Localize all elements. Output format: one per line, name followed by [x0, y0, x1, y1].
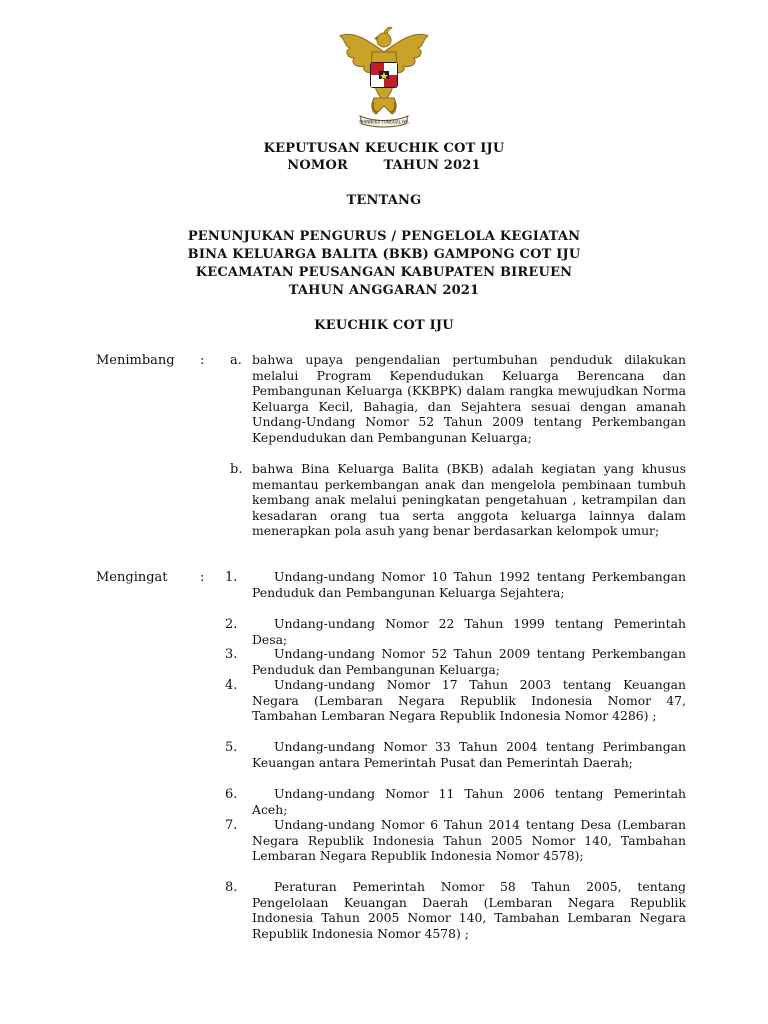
mengingat-item-4: Undang-undang Nomor 17 Tahun 2003 tentang Keuangan Negara (Lembaran Negara Republik Indonesia Nomor 47, Tambahan Lembaran Negara Republik Indonesia Nomor 4286) ; — [252, 677, 686, 724]
subject-line-4: TAHUN ANGGARAN 2021 — [288, 283, 480, 298]
subject-line-3: KECAMATAN PEUSANGAN KABUPATEN BIREUEN — [195, 265, 573, 280]
mengingat-item-7: Undang-undang Nomor 6 Tahun 2014 tentang Desa (Lembaran Negara Republik Indonesia Tahun 2005 Nomor 140, Tambahan Lembaran Negara Republik Indonesia Nomor 4578); — [252, 817, 686, 864]
subject-line-1: PENUNJUKAN PENGURUS / PENGELOLA KEGIATAN — [187, 229, 581, 244]
mengingat-item-2: Undang-undang Nomor 22 Tahun 1999 tentang Pemerintah Desa; — [252, 616, 686, 647]
menimbang-marker-a: a. — [230, 353, 242, 368]
mengingat-marker-1: 1. — [225, 570, 238, 585]
mengingat-item-8: Peraturan Pemerintah Nomor 58 Tahun 2005, tentang Pengelolaan Keuangan Daerah (Lembaran Negara Republik Indonesia Tahun 2005 Nomor 140, Tambahan Lembaran Negara Republik Indonesia Nomor 4578) ; — [252, 879, 686, 941]
menimbang-marker-b: b. — [230, 462, 243, 477]
authority-heading: KEUCHIK COT IJU — [314, 318, 454, 333]
mengingat-marker-2: 2. — [225, 617, 238, 632]
mengingat-item-5: Undang-undang Nomor 33 Tahun 2004 tentang Perimbangan Keuangan antara Pemerintah Pusat dan Pemerintah Daerah; — [252, 739, 686, 770]
garuda-pancasila-emblem — [334, 22, 434, 128]
mengingat-marker-5: 5. — [225, 740, 238, 755]
decree-title: KEPUTUSAN KEUCHIK COT IJU — [263, 141, 505, 156]
mengingat-marker-6: 6. — [225, 787, 238, 802]
tahun-label: TAHUN 2021 — [383, 158, 481, 173]
menimbang-colon: : — [200, 353, 205, 368]
tentang-heading: TENTANG — [346, 193, 422, 208]
mengingat-marker-7: 7. — [225, 818, 238, 833]
menimbang-item-a: bahwa upaya pengendalian pertumbuhan penduduk dilakukan melalui Program Kependudukan Keluarga Berencana dan Pembangunan Keluarga (KKBPK) dalam rangka mewujudkan Norma Keluarga Kecil, Bahagia, dan Sejahtera sesuai dengan amanah Undang-Undang Nomor 52 Tahun 2009 tentang Perkembangan Kependudukan dan Pembangunan Keluarga; — [252, 352, 686, 445]
decree-number-line — [0, 158, 768, 173]
mengingat-item-6: Undang-undang Nomor 11 Tahun 2006 tentang Pemerintah Aceh; — [252, 786, 686, 817]
emblem-motto-text: BHINNEKA TUNGGAL IKA — [359, 119, 409, 125]
mengingat-colon: : — [200, 570, 205, 585]
subject-line-2: BINA KELUARGA BALITA (BKB) GAMPONG COT IJU — [187, 247, 581, 262]
menimbang-label: Menimbang — [96, 353, 175, 368]
mengingat-marker-4: 4. — [225, 678, 238, 693]
menimbang-item-b: bahwa Bina Keluarga Balita (BKB) adalah kegiatan yang khusus memantau perkembangan anak dan mengelola pembinaan tumbuh kembang anak melalui peningkatan pengetahuan , ketrampilan dan kesadaran orang tua serta anggota keluarga lainnya dalam menerapkan pola asuh yang benar berdasarkan kelompok umur; — [252, 461, 686, 539]
mengingat-item-3: Undang-undang Nomor 52 Tahun 2009 tentang Perkembangan Penduduk dan Pembangunan Keluarga; — [252, 646, 686, 677]
mengingat-label: Mengingat — [96, 570, 168, 585]
mengingat-marker-8: 8. — [225, 880, 238, 895]
nomor-label: NOMOR — [287, 158, 348, 173]
mengingat-marker-3: 3. — [225, 647, 238, 662]
mengingat-item-1: Undang-undang Nomor 10 Tahun 1992 tentang Perkembangan Penduduk dan Pembangunan Keluarga Sejahtera; — [252, 569, 686, 600]
